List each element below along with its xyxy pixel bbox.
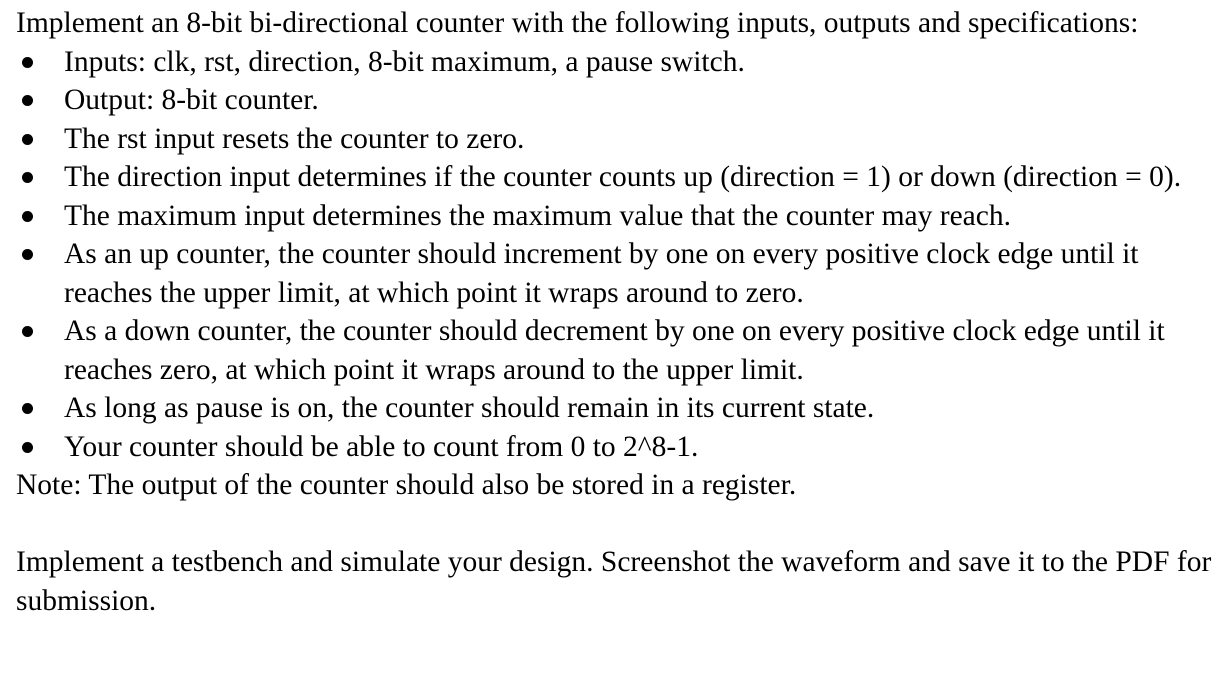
bullet-icon (22, 403, 33, 414)
paragraph-spacer (16, 505, 1214, 544)
list-item-text: The direction input determines if the counter counts up (direction = 1) or down (direction = 0). (64, 161, 1182, 193)
list-item (16, 312, 1214, 389)
bullet-icon (22, 442, 33, 453)
bullet-icon (22, 134, 33, 145)
list-item (16, 43, 1214, 82)
list-item (16, 158, 1214, 197)
list-item-text: The maximum input determines the maximum value that the counter may reach. (64, 199, 1011, 232)
list-item (16, 235, 1214, 312)
bullet-icon (22, 172, 33, 183)
document-body (16, 4, 1214, 620)
list-item-text: Inputs: clk, rst, direction, 8-bit maximum, a pause switch. (64, 45, 745, 78)
list-item-text: As long as pause is on, the counter should remain in its current state. (64, 392, 875, 424)
bullet-icon (22, 326, 33, 337)
list-item (16, 428, 1214, 467)
list-item (16, 197, 1214, 236)
bullet-icon (22, 95, 33, 106)
testbench-paragraph: Implement a testbench and simulate your design. Screenshot the waveform and save it to the PDF for submission. (16, 546, 1212, 617)
note-paragraph: Note: The output of the counter should also be stored in a register. (16, 469, 797, 501)
intro-paragraph: Implement an 8-bit bi-directional counter with the following inputs, outputs and specifications: (16, 7, 1139, 39)
list-item-text: Output: 8-bit counter. (64, 84, 319, 116)
bullet-icon (22, 211, 33, 222)
list-item-text: The rst input resets the counter to zero. (64, 122, 525, 155)
list-item-text: Your counter should be able to count from 0 to 2^8-1. (64, 430, 699, 463)
list-item (16, 389, 1214, 428)
list-item-text: As a down counter, the counter should decrement by one on every positive clock edge until it reaches zero, at which point it wraps around to the upper limit. (64, 315, 1165, 386)
bullet-icon (22, 57, 33, 68)
list-item (16, 120, 1214, 159)
bullet-icon (22, 249, 33, 260)
list-item (16, 81, 1214, 120)
list-item-text: As an up counter, the counter should increment by one on every positive clock edge until it reaches the upper limit, at which point it wraps around to zero. (64, 238, 1139, 309)
specification-list (16, 43, 1214, 467)
